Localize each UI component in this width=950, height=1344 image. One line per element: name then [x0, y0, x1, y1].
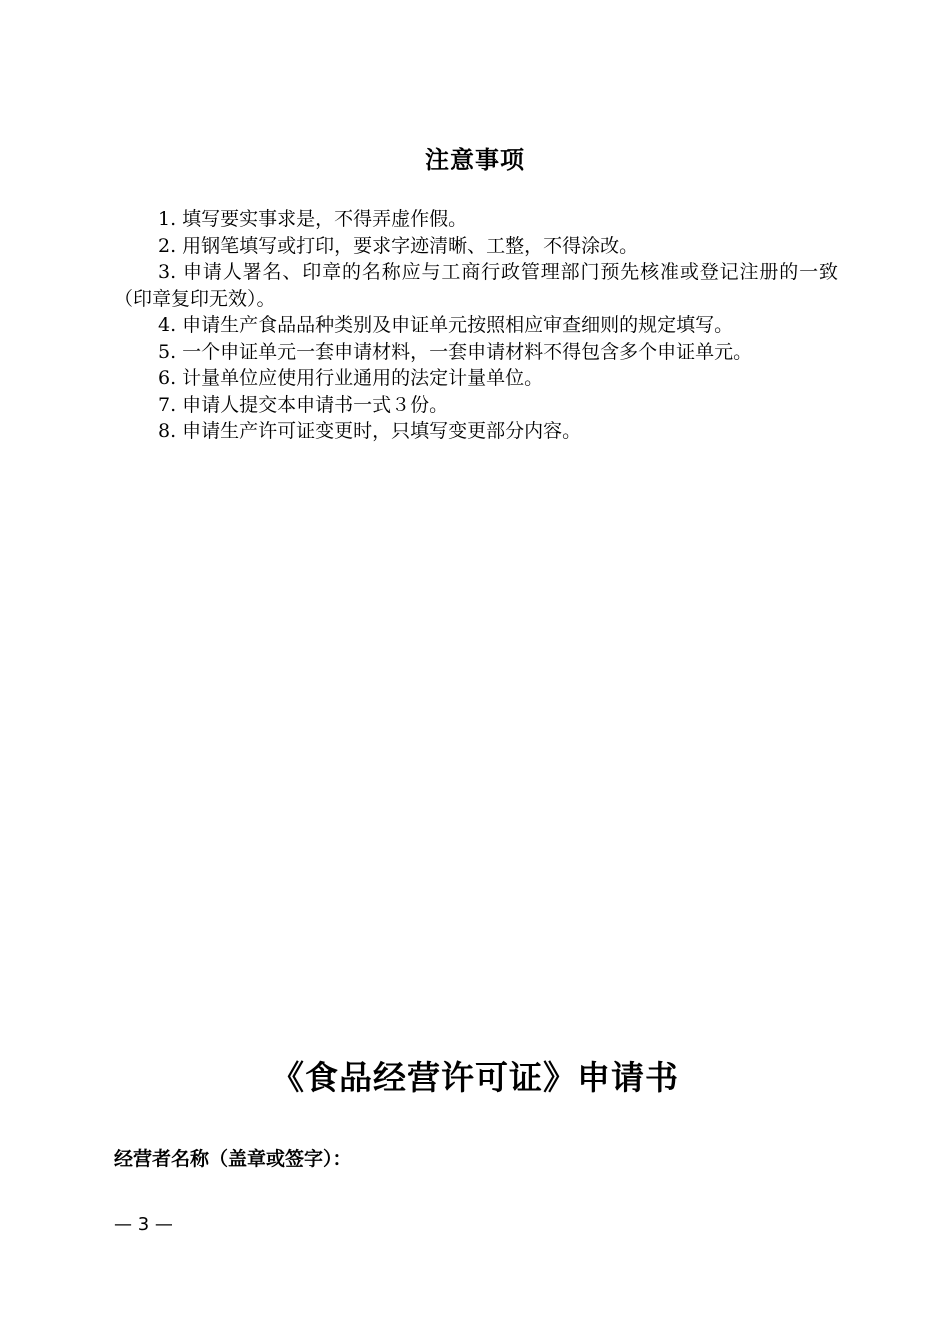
notice-item-7: 7. 申请人提交本申请书一式３份。 — [158, 393, 449, 416]
notice-item-8: 8. 申请生产许可证变更时，只填写变更部分内容。 — [158, 420, 582, 442]
notice-item-5: 5. 一个申证单元一套申请材料，一套申请材料不得包含多个申证单元。 — [158, 340, 753, 363]
notice-item-3: 3. 申请人署名、印章的名称应与工商行政管理部门预先核准或登记注册的一致（印章复印无效）。 — [114, 261, 838, 310]
page-number: — 3 — — [114, 1214, 173, 1235]
notice-item-1: 1. 填写要实事求是，不得弄虚作假。 — [158, 208, 468, 230]
notice-item-6: 6. 计量单位应使用行业通用的法定计量单位。 — [158, 367, 544, 389]
notice-item-2: 2. 用钢笔填写或打印，要求字迹清晰、工整，不得涂改。 — [158, 234, 639, 257]
notice-item-4: 4. 申请生产食品品种类别及申证单元按照相应审查细则的规定填写。 — [158, 314, 734, 336]
notice-title: 注意事项 — [425, 145, 525, 174]
application-title: 《食品经营许可证》申请书 — [271, 1058, 679, 1097]
notice-list — [114, 206, 838, 445]
operator-name-label: 经营者名称（盖章或签字）： — [114, 1148, 352, 1170]
